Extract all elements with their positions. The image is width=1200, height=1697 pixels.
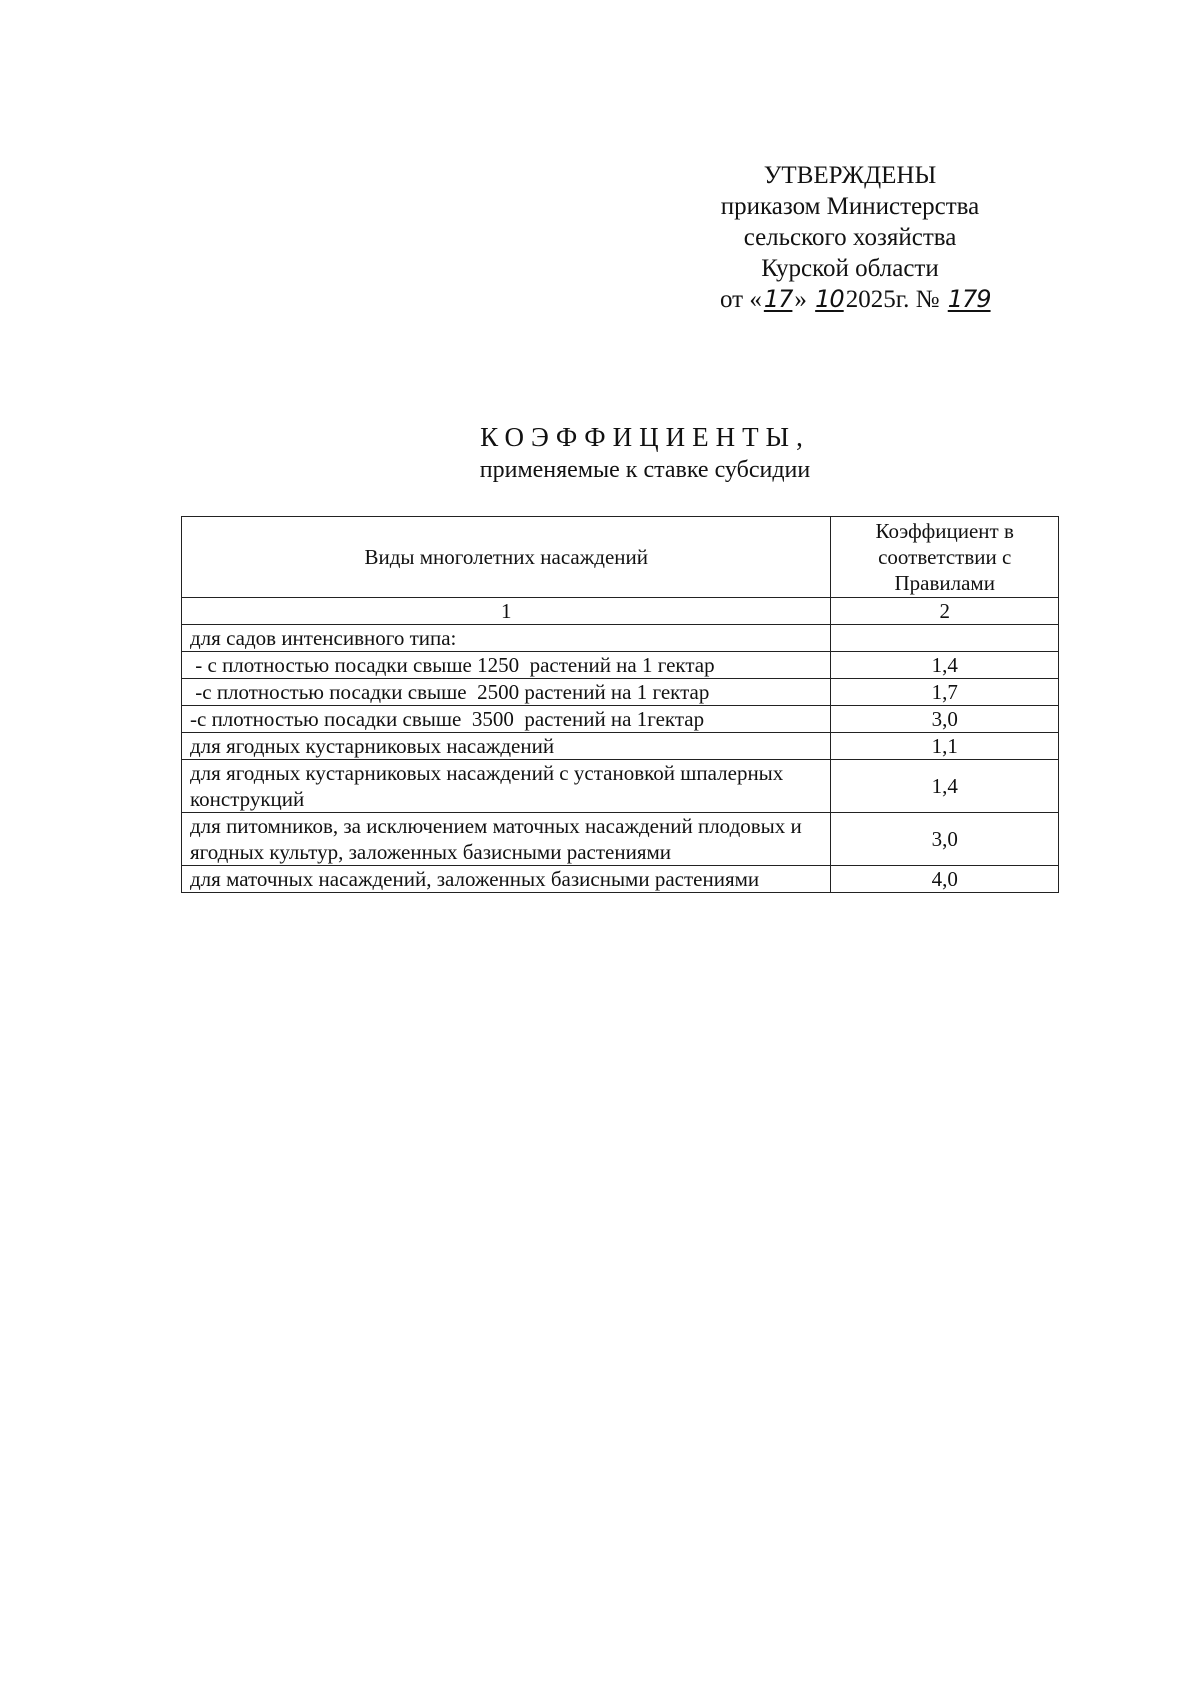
table-row <box>182 625 1059 652</box>
date-prefix: от « <box>720 286 762 313</box>
table-row <box>182 652 1059 679</box>
row-value: 3,0 <box>831 706 1059 733</box>
row-value: 1,4 <box>831 652 1059 679</box>
row-name: для маточных насаждений, заложенных базисными растениями <box>182 866 831 893</box>
table-row <box>182 866 1059 893</box>
row-value: 3,0 <box>831 813 1059 866</box>
document-subtitle: применяемые к ставке субсидии <box>479 457 811 483</box>
approval-line-3: Курской области <box>761 255 939 282</box>
date-month: 10 <box>815 285 844 313</box>
row-value: 1,1 <box>831 733 1059 760</box>
table-row <box>182 760 1059 813</box>
table-numbering-row <box>182 598 1059 625</box>
document-title: КОЭФФИЦИЕНТЫ, <box>480 422 810 452</box>
table-row <box>182 733 1059 760</box>
row-value: 4,0 <box>831 866 1059 893</box>
table-row <box>182 679 1059 706</box>
header-coefficient: Коэффициент в соответствии с Правилами <box>831 517 1059 598</box>
row-name: для садов интенсивного типа: <box>182 625 831 652</box>
date-mid: » <box>794 286 807 313</box>
row-value: 1,4 <box>831 760 1059 813</box>
row-name: - с плотностью посадки свыше 1250 растений на 1 гектар <box>182 652 831 679</box>
approval-block <box>690 160 1010 315</box>
row-name: -с плотностью посадки свыше 3500 растений на 1гектар <box>182 706 831 733</box>
coefficients-table <box>181 516 1059 893</box>
column-number-2: 2 <box>831 598 1059 625</box>
row-value: 1,7 <box>831 679 1059 706</box>
header-plantings: Виды многолетних насаждений <box>182 517 831 598</box>
approval-date-line <box>720 284 1010 315</box>
date-day: 17 <box>763 285 793 313</box>
table-row <box>182 706 1059 733</box>
approval-heading: УТВЕРЖДЕНЫ <box>763 162 937 189</box>
row-name: для питомников, за исключением маточных насаждений плодовых и ягодных культур, заложенных базисными растениями <box>182 813 831 866</box>
order-number: 179 <box>947 285 991 313</box>
table-row <box>182 813 1059 866</box>
row-name: -с плотностью посадки свыше 2500 растений на 1 гектар <box>182 679 831 706</box>
table-header-row <box>182 517 1059 598</box>
row-name: для ягодных кустарниковых насаждений <box>182 733 831 760</box>
row-name: для ягодных кустарниковых насаждений с установкой шпалерных конструкций <box>182 760 831 813</box>
approval-line-1: приказом Министерства <box>720 193 980 220</box>
column-number-1: 1 <box>182 598 831 625</box>
approval-line-2: сельского хозяйства <box>743 224 957 251</box>
document-title-block <box>0 420 1200 486</box>
date-year: 2025г. № <box>845 286 940 313</box>
row-value <box>831 625 1059 652</box>
